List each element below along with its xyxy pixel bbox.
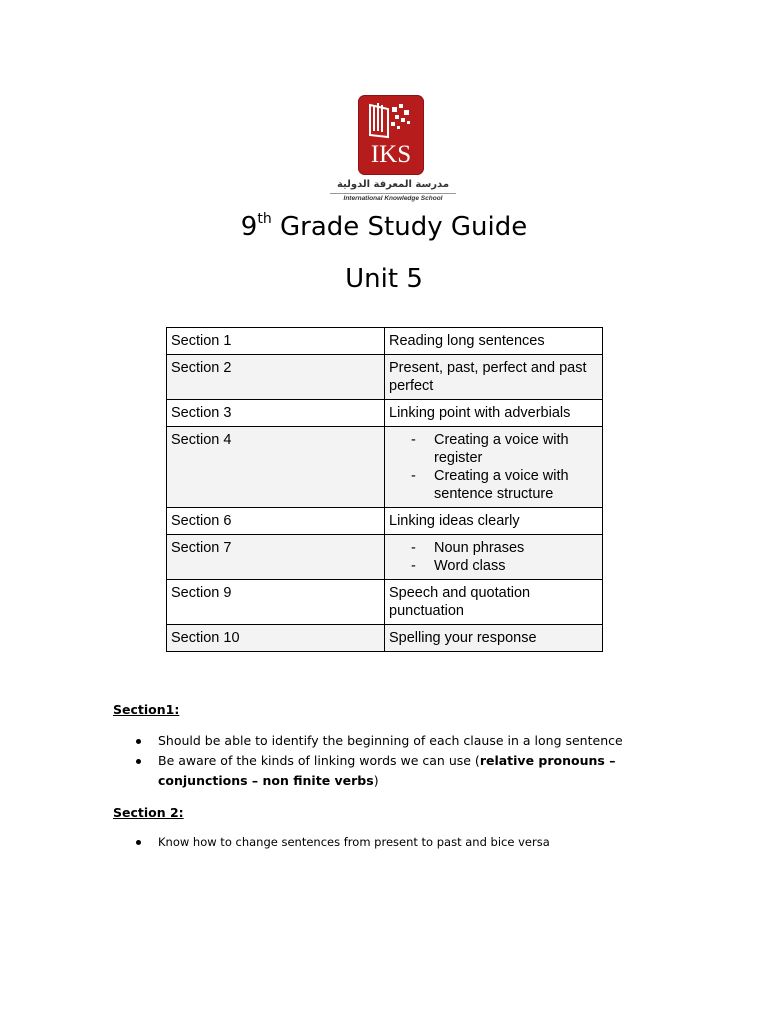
table-row: [167, 427, 603, 508]
logo-arabic-name: مدرسة المعرفة الدولية: [336, 179, 450, 190]
section-cell: Section 4: [167, 427, 385, 508]
section1-list: [113, 731, 633, 791]
grade-number: 9: [240, 212, 258, 242]
section-cell: Section 2: [167, 355, 385, 400]
unit-title: Unit 5: [345, 264, 423, 294]
section-cell: Section 6: [167, 508, 385, 535]
bullet-bold-text: relative pronouns – conjunctions – non finite verbs: [158, 753, 616, 788]
topic-cell: Speech and quotation punctuation: [385, 580, 603, 625]
list-item: - Word class: [389, 557, 598, 575]
logo-letters: IKS: [370, 141, 412, 168]
section-cell: Section 7: [167, 535, 385, 580]
table-row: [167, 400, 603, 427]
table-row: [167, 535, 603, 580]
section2-list: [113, 832, 633, 852]
logo-badge: [358, 95, 424, 175]
topic-cell: Linking ideas clearly: [385, 508, 603, 535]
list-item: - Noun phrases: [389, 539, 598, 557]
book-icon: [366, 101, 416, 141]
table-row: [167, 625, 603, 652]
table-row: [167, 355, 603, 400]
list-item: Know how to change sentences from present to past and bice versa: [113, 832, 633, 852]
topic-cell: [385, 427, 603, 508]
grade-title-text: Grade Study Guide: [271, 212, 528, 242]
school-logo: [330, 93, 456, 205]
list-item: Should be able to identify the beginning of each clause in a long sentence: [113, 731, 633, 751]
table-row: [167, 328, 603, 355]
list-item: - Creating a voice with register: [389, 431, 598, 467]
bullet-text-end: ): [373, 773, 379, 788]
table-row: [167, 508, 603, 535]
section-cell: Section 3: [167, 400, 385, 427]
topic-list: [389, 539, 598, 575]
page-title: [0, 212, 768, 242]
section2-heading: Section 2:: [113, 805, 184, 820]
sections-table: [166, 327, 603, 652]
table-row: [167, 580, 603, 625]
topic-cell: [385, 535, 603, 580]
section-cell: Section 1: [167, 328, 385, 355]
list-item: - Creating a voice with sentence structure: [389, 467, 598, 503]
section1-heading: Section1:: [113, 702, 180, 717]
topic-cell: Linking point with adverbials: [385, 400, 603, 427]
topic-list: [389, 431, 598, 503]
section-cell: Section 10: [167, 625, 385, 652]
topic-cell: Present, past, perfect and past perfect: [385, 355, 603, 400]
list-item: [113, 751, 633, 791]
bullet-text: Be aware of the kinds of linking words we can use (: [158, 753, 480, 768]
topic-cell: Reading long sentences: [385, 328, 603, 355]
logo-english-name: International Knowledge School: [330, 193, 456, 203]
section-cell: Section 9: [167, 580, 385, 625]
topic-cell: Spelling your response: [385, 625, 603, 652]
grade-superscript: th: [257, 211, 272, 227]
